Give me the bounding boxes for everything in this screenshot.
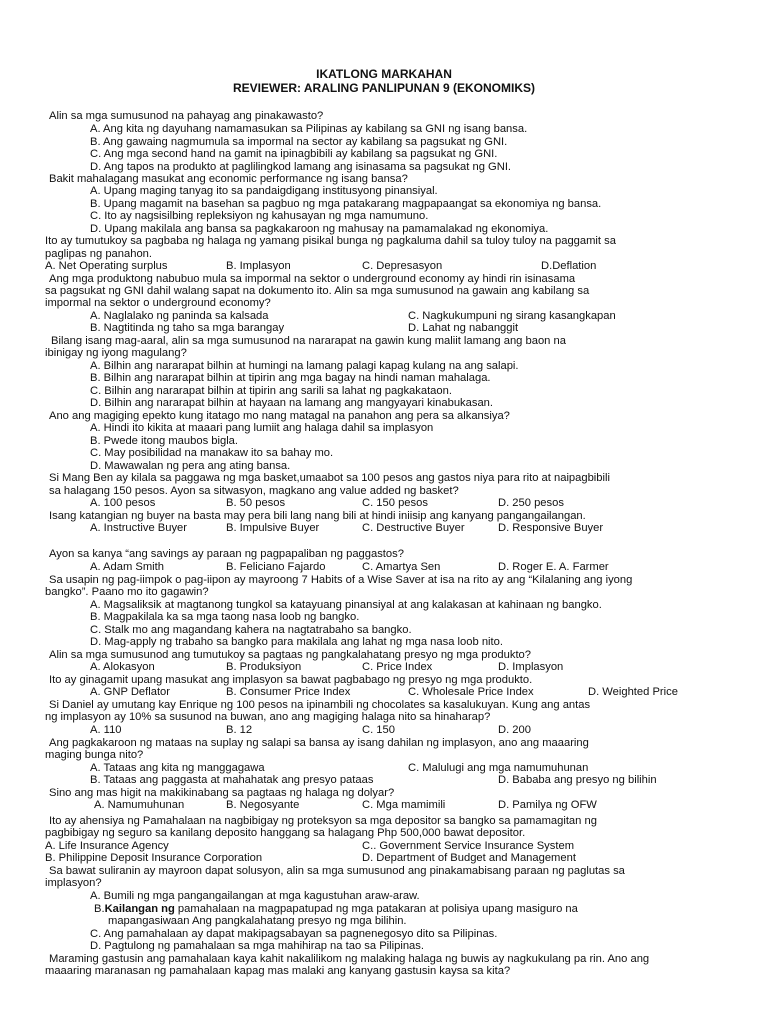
question-9-choice-c: C. Amartya Sen: [362, 561, 441, 573]
question-6: Ano ang magiging epekto kung itatago mo nang matagal na panahon ang pera sa alkansiya?: [49, 410, 510, 422]
question-1-choice-d: D. Ang tapos na produkto at paglilingkod lamang ang isinasama sa pagsukat ng GNI.: [90, 161, 512, 173]
question-18: Maraming gastusin ang pamahalaan kaya kahit nakalilikom ng malaking halaga ng buwis ay nagkukulang pa rin. Ano ang: [49, 953, 650, 965]
question-15-choice-a: A. Namumuhunan: [94, 799, 185, 811]
question-9-choice-d: D. Roger E. A. Farmer: [498, 561, 609, 573]
question-17-choice-b-cont: mapangasiwaan Ang pangkalahatang presyo ng mga bilihin.: [108, 915, 407, 927]
question-12-choice-d: D. Weighted Price: [588, 686, 678, 698]
question-9: Ayon sa kanya “ang savings ay paraan ng pagpapaliban ng paggastos?: [49, 548, 404, 560]
question-17-choice-c: C. Ang pamahalaan ay dapat makipagsabayan sa pagnenegosyo dito sa Pilipinas.: [90, 928, 498, 940]
question-10-choice-d: D. Mag-apply ng trabaho sa bangko para makilala ang lahat ng mga nasa loob nito.: [90, 636, 503, 648]
question-3-cont: paglipas ng panahon.: [45, 248, 152, 260]
question-13-choice-a: A. 110: [90, 724, 122, 736]
question-7-choice-a: A. 100 pesos: [90, 497, 156, 509]
choice-b-bold-phrase: Kailangan ng: [104, 903, 175, 915]
question-5-choice-c: C. Bilhin ang nararapat bilhin at tipirin ang sarili sa lahat ng pagkakataon.: [90, 385, 452, 397]
question-4-choice-d: D. Lahat ng nabanggit: [408, 322, 519, 334]
question-16-choice-d: D. Department of Budget and Management: [362, 852, 576, 864]
question-15-choice-b: B. Negosyante: [226, 799, 300, 811]
question-1-choice-b: B. Ang gawaing nagmumula sa impormal na sector ay kabilang sa pagsukat ng GNI.: [90, 136, 508, 148]
question-2: Bakit mahalagang masukat ang economic performance ng isang bansa?: [49, 173, 408, 185]
choice-b-letter: B.: [94, 903, 105, 915]
question-11-choice-a: A. Alokasyon: [90, 661, 155, 673]
question-16-cont: pagbibigay ng seguro sa kanilang deposito hanggang sa halagang Php 500,000 bawat depositor.: [45, 827, 526, 839]
question-14-choice-c: C. Malulugi ang mga namumuhunan: [408, 762, 589, 774]
question-7-choice-b: B. 50 pesos: [226, 497, 286, 509]
question-17-cont: implasyon?: [45, 877, 102, 889]
question-15-choice-d: D. Pamilya ng OFW: [498, 799, 597, 811]
question-1: Alin sa mga sumusunod na pahayag ang pinakawasto?: [49, 110, 324, 122]
question-7: Si Mang Ben ay kilala sa paggawa ng mga basket,umaabot sa 100 pesos ang gastos niya para rito at naipagbibili: [49, 472, 610, 484]
question-7-choice-d: D. 250 pesos: [498, 497, 564, 509]
question-8-choice-d: D. Responsive Buyer: [498, 522, 604, 534]
question-13-cont: ng implasyon ay 10% sa susunod na buwan, ano ang magiging halaga nito sa hinaharap?: [45, 711, 491, 723]
question-15: Sino ang mas higit na makikinabang sa pagtaas ng halaga ng dolyar?: [49, 787, 395, 799]
question-3-choice-d: D.Deflation: [541, 260, 597, 272]
question-18-cont: maaaring maranasan ng pamahalaan kapag mas malaki ang kanyang gastusin kaysa sa kita?: [45, 965, 511, 977]
question-5: Bilang isang mag-aaral, alin sa mga sumusunod na nararapat na gawin kung maliit lamang ang baon na: [51, 335, 566, 347]
question-8: Isang katangian ng buyer na basta may pera bili lang nang bili at hindi iniisip ang kanyang pangangailangan.: [49, 510, 586, 522]
question-16: Ito ay ahensiya ng Pamahalaan na nagbibigay ng proteksyon sa mga depositor sa bangko sa pamamagitan ng: [49, 815, 597, 827]
question-10-choice-a: A. Magsaliksik at magtanong tungkol sa katayuang pinansiyal at ang kalakasan at kahinaan ng bangko.: [90, 599, 602, 611]
question-15-choice-c: C. Mga mamimili: [362, 799, 446, 811]
question-12-choice-a: A. GNP Deflator: [90, 686, 171, 698]
question-10: Sa usapin ng pag-iimpok o pag-iipon ay mayroong 7 Habits of a Wise Saver at isa na rito ay ang “Kilalaning ang iyong: [49, 574, 633, 586]
choice-b-text: pamahalaan na magpapatupad ng mga patakaran at polisiya upang masiguro na: [174, 903, 578, 915]
question-13: Si Daniel ay umutang kay Enrique ng 100 pesos na ipinambili ng chocolates sa kasalukuyan. Kung ang antas: [49, 699, 591, 711]
question-13-choice-c: C. 150: [362, 724, 395, 736]
question-12-choice-c: C. Wholesale Price Index: [408, 686, 534, 698]
question-11-choice-c: C. Price Index: [362, 661, 433, 673]
question-10-choice-c: C. Stalk mo ang magandang kahera na nagtatrabaho sa bangko.: [90, 624, 412, 636]
question-14: Ang pagkakaroon ng mataas na suplay ng salapi sa bansa ay isang dahilan ng implasyon, ano ang maaaring: [49, 737, 589, 749]
question-5-choice-d: D. Bilhin ang nararapat bilhin at hayaan na lamang ang mangyayari kinabukasan.: [90, 397, 494, 409]
question-3-choice-c: C. Depresasyon: [362, 260, 443, 272]
question-16-choice-b: B. Philippine Deposit Insurance Corporation: [45, 852, 263, 864]
question-16-choice-c: C.. Government Service Insurance System: [362, 840, 575, 852]
question-3-choice-b: B. Implasyon: [226, 260, 291, 272]
question-4-choice-c: C. Nagkukumpuni ng sirang kasangkapan: [408, 310, 616, 322]
question-6-choice-b: B. Pwede itong maubos bigla.: [90, 435, 239, 447]
question-8-choice-c: C. Destructive Buyer: [362, 522, 465, 534]
question-4: Ang mga produktong nabubuo mula sa impormal na sektor o underground economy ay hindi rin isinasama: [49, 273, 576, 285]
question-2-choice-a: A. Upang maging tanyag ito sa pandaigdigang institusyong pinansiyal.: [90, 185, 438, 197]
question-17-choice-b: [94, 903, 578, 915]
question-4-choice-b: B. Nagtitinda ng taho sa mga barangay: [90, 322, 285, 334]
question-4-cont-2: impormal na sektor o underground economy?: [45, 297, 271, 309]
question-12-choice-b: B. Consumer Price Index: [226, 686, 351, 698]
question-7-choice-c: C. 150 pesos: [362, 497, 428, 509]
question-2-choice-d: D. Upang makilala ang bansa sa pagkakaroon ng mahusay na pamamalakad ng ekonomiya.: [90, 223, 549, 235]
question-14-choice-b: B. Tataas ang paggasta at mahahatak ang presyo pataas: [90, 774, 374, 786]
question-14-choice-a: A. Tataas ang kita ng manggagawa: [90, 762, 265, 774]
question-17-choice-d: D. Pagtulong ng pamahalaan sa mga mahihirap na tao sa Pilipinas.: [90, 940, 424, 952]
question-14-cont: maging bunga nito?: [45, 749, 144, 761]
question-11-choice-b: B. Produksiyon: [226, 661, 302, 673]
question-5-choice-a: A. Bilhin ang nararapat bilhin at humingi na lamang palagi kapag kulang na ang salapi.: [90, 360, 519, 372]
question-6-choice-d: D. Mawawalan ng pera ang ating bansa.: [90, 460, 291, 472]
question-2-choice-c: C. Ito ay nagsisilbing repleksiyon ng kahusayan ng mga namumuno.: [90, 210, 429, 222]
question-5-cont: ibinigay ng iyong magulang?: [45, 347, 187, 359]
question-3: Ito ay tumutukoy sa pagbaba ng halaga ng yamang pisikal bunga ng pagkaluma dahil sa tuloy tuloy na paggamit sa: [45, 235, 616, 247]
question-1-choice-c: C. Ang mga second hand na gamit na ipinagbibili ay kabilang sa pagsukat ng GNI.: [90, 148, 498, 160]
question-13-choice-b: B. 12: [226, 724, 253, 736]
question-9-choice-b: B. Feliciano Fajardo: [226, 561, 326, 573]
question-17-choice-a: A. Bumili ng mga pangangailangan at mga kagustuhan araw-araw.: [90, 890, 420, 902]
question-10-choice-b: B. Magpakilala ka sa mga taong nasa loob ng bangko.: [90, 611, 360, 623]
question-7-cont: sa halagang 150 pesos. Ayon sa sitwasyon, magkano ang value added ng basket?: [49, 485, 459, 497]
question-1-choice-a: A. Ang kita ng dayuhang namamasukan sa Pilipinas ay kabilang sa GNI ng isang bansa.: [90, 123, 528, 135]
question-9-choice-a: A. Adam Smith: [90, 561, 164, 573]
question-8-choice-a: A. Instructive Buyer: [90, 522, 187, 534]
question-3-choice-a: A. Net Operating surplus: [45, 260, 168, 272]
question-11-choice-d: D. Implasyon: [498, 661, 564, 673]
question-4-cont-1: sa pagsukat ng GNI dahil walang sapat na dokumento ito. Alin sa mga sumusunod na gawain ang kabilang sa: [45, 285, 590, 297]
question-2-choice-b: B. Upang magamit na basehan sa pagbuo ng mga patakarang magpapaangat sa ekonomiya ng bansa.: [90, 198, 602, 210]
question-6-choice-a: A. Hindi ito kikita at maaari pang lumiit ang halaga dahil sa implasyon: [90, 422, 434, 434]
question-8-choice-b: B. Impulsive Buyer: [226, 522, 320, 534]
question-13-choice-d: D. 200: [498, 724, 531, 736]
question-11: Alin sa mga sumusunod ang tumutukoy sa pagtaas ng pangkalahatang presyo ng mga produkto?: [49, 649, 532, 661]
question-6-choice-c: C. May posibilidad na manakaw ito sa bahay mo.: [90, 447, 334, 459]
question-12: Ito ay ginagamit upang masukat ang implasyon sa bawat pagbabago ng presyo ng mga produkto.: [49, 674, 533, 686]
question-4-choice-a: A. Naglalako ng paninda sa kalsada: [90, 310, 269, 322]
document-title: IKATLONG MARKAHAN: [316, 67, 452, 81]
question-5-choice-b: B. Bilhin ang nararapat bilhin at tipirin ang mga bagay na hindi naman mahalaga.: [90, 372, 491, 384]
question-17: Sa bawat suliranin ay mayroon dapat solusyon, alin sa mga sumusunod ang pinakamabisang paraan ng paglutas sa: [49, 865, 625, 877]
question-14-choice-d: D. Bababa ang presyo ng bilihin: [498, 774, 657, 786]
document-subtitle: REVIEWER: ARALING PANLIPUNAN 9 (EKONOMIKS): [232, 81, 535, 95]
question-16-choice-a: A. Life Insurance Agency: [45, 840, 169, 852]
question-10-cont: bangko”. Paano mo ito gagawin?: [45, 586, 209, 598]
